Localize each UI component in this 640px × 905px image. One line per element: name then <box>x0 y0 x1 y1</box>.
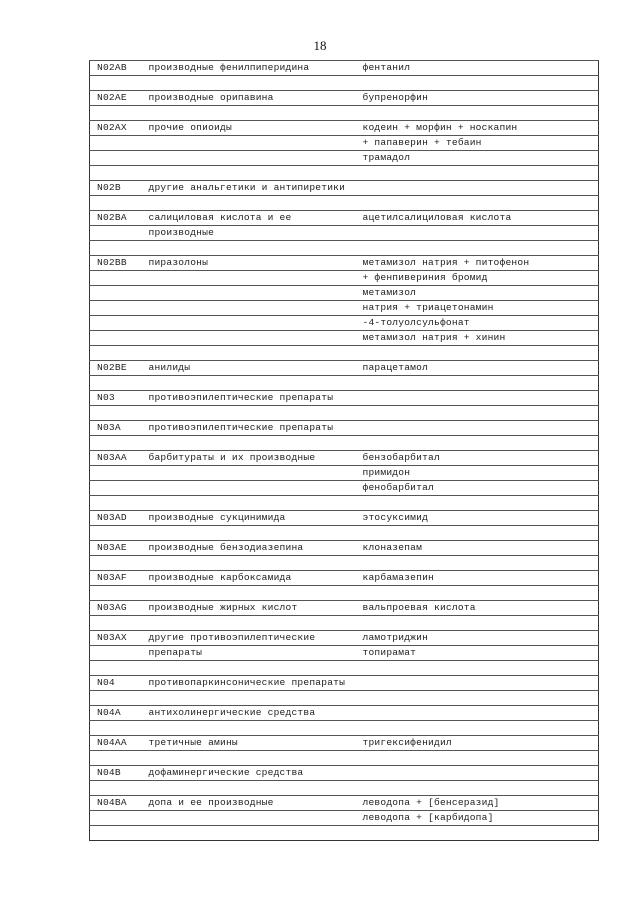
group-description-cell <box>142 136 356 151</box>
table-row <box>90 121 599 136</box>
group-description-cell <box>142 811 356 826</box>
table-row <box>90 391 599 406</box>
drug-name-cell: ламотриджин <box>356 631 599 646</box>
table-row <box>90 676 599 691</box>
table-row <box>90 826 599 841</box>
group-description-cell <box>142 556 356 571</box>
atc-code-cell: N02AB <box>90 61 142 76</box>
table-row <box>90 361 599 376</box>
drug-name-cell: примидон <box>356 466 599 481</box>
table-row <box>90 76 599 91</box>
drug-name-cell <box>356 556 599 571</box>
atc-code-cell: N03AG <box>90 601 142 616</box>
drug-name-cell <box>356 376 599 391</box>
atc-code-cell <box>90 661 142 676</box>
group-description-cell <box>142 406 356 421</box>
group-description-cell <box>142 781 356 796</box>
group-description-cell <box>142 826 356 841</box>
group-description-cell <box>142 346 356 361</box>
atc-code-cell: N02AX <box>90 121 142 136</box>
group-description-cell: дофаминергические средства <box>142 766 356 781</box>
atc-code-cell <box>90 316 142 331</box>
drug-name-cell: + папаверин + тебаин <box>356 136 599 151</box>
drug-name-cell: фенобарбитал <box>356 481 599 496</box>
atc-code-cell <box>90 826 142 841</box>
group-description-cell: пиразолоны <box>142 256 356 271</box>
drug-name-cell <box>356 676 599 691</box>
group-description-cell: другие противоэпилептические <box>142 631 356 646</box>
table-row <box>90 646 599 661</box>
table-row <box>90 631 599 646</box>
atc-code-cell <box>90 301 142 316</box>
atc-code-cell: N03 <box>90 391 142 406</box>
table-row <box>90 571 599 586</box>
table-row <box>90 601 599 616</box>
drug-name-cell <box>356 826 599 841</box>
atc-code-cell <box>90 616 142 631</box>
table-row <box>90 781 599 796</box>
group-description-cell: салициловая кислота и ее <box>142 211 356 226</box>
atc-code-cell <box>90 136 142 151</box>
group-description-cell: допа и ее производные <box>142 796 356 811</box>
atc-code-cell <box>90 586 142 601</box>
atc-code-cell <box>90 526 142 541</box>
atc-code-cell: N02BB <box>90 256 142 271</box>
drug-name-cell <box>356 196 599 211</box>
group-description-cell: производные сукцинимида <box>142 511 356 526</box>
group-description-cell <box>142 376 356 391</box>
group-description-cell: производные орипавина <box>142 91 356 106</box>
group-description-cell <box>142 586 356 601</box>
group-description-cell <box>142 721 356 736</box>
table-row <box>90 526 599 541</box>
table-row <box>90 226 599 241</box>
group-description-cell <box>142 526 356 541</box>
atc-code-cell <box>90 346 142 361</box>
drug-name-cell: ацетилсалициловая кислота <box>356 211 599 226</box>
drug-name-cell <box>356 181 599 196</box>
group-description-cell <box>142 316 356 331</box>
group-description-cell <box>142 271 356 286</box>
page-number: 18 <box>313 38 327 53</box>
group-description-cell: производные жирных кислот <box>142 601 356 616</box>
drug-name-cell <box>356 421 599 436</box>
atc-code-cell <box>90 556 142 571</box>
atc-code-cell: N03AX <box>90 631 142 646</box>
atc-code-cell <box>90 811 142 826</box>
atc-code-cell <box>90 721 142 736</box>
drug-name-cell: тригексифенидил <box>356 736 599 751</box>
drug-name-cell: леводопа + [бенсеразид] <box>356 796 599 811</box>
table-row <box>90 736 599 751</box>
table-row <box>90 721 599 736</box>
drug-name-cell <box>356 241 599 256</box>
table-row <box>90 481 599 496</box>
group-description-cell <box>142 436 356 451</box>
group-description-cell: противоэпилептические препараты <box>142 421 356 436</box>
table-row <box>90 106 599 121</box>
atc-code-cell <box>90 151 142 166</box>
table-row <box>90 466 599 481</box>
drug-name-cell: бупренорфин <box>356 91 599 106</box>
atc-code-cell <box>90 286 142 301</box>
table-row <box>90 91 599 106</box>
drug-name-cell: метамизол <box>356 286 599 301</box>
drug-name-cell <box>356 751 599 766</box>
atc-code-cell <box>90 226 142 241</box>
atc-code-cell: N04B <box>90 766 142 781</box>
atc-code-cell <box>90 646 142 661</box>
atc-code-cell <box>90 481 142 496</box>
drug-name-cell <box>356 661 599 676</box>
atc-code-cell: N03AE <box>90 541 142 556</box>
table-row <box>90 766 599 781</box>
group-description-cell: препараты <box>142 646 356 661</box>
group-description-cell <box>142 166 356 181</box>
group-description-cell: противоэпилептические препараты <box>142 391 356 406</box>
drug-name-cell <box>356 721 599 736</box>
table-row <box>90 616 599 631</box>
table-row <box>90 286 599 301</box>
drug-name-cell <box>356 391 599 406</box>
drug-name-cell: фентанил <box>356 61 599 76</box>
atc-code-cell <box>90 106 142 121</box>
drug-name-cell: клоназепам <box>356 541 599 556</box>
group-description-cell <box>142 286 356 301</box>
atc-code-cell: N04AA <box>90 736 142 751</box>
atc-code-cell <box>90 166 142 181</box>
group-description-cell: противопаркинсонические препараты <box>142 676 356 691</box>
atc-code-cell <box>90 466 142 481</box>
drug-name-cell <box>356 616 599 631</box>
table-row <box>90 691 599 706</box>
atc-code-cell: N02BA <box>90 211 142 226</box>
atc-drug-table <box>89 60 599 841</box>
atc-code-cell: N02B <box>90 181 142 196</box>
group-description-cell: производные <box>142 226 356 241</box>
group-description-cell <box>142 481 356 496</box>
atc-table-body <box>90 61 599 841</box>
table-row <box>90 541 599 556</box>
group-description-cell <box>142 661 356 676</box>
table-row <box>90 301 599 316</box>
table-row <box>90 586 599 601</box>
drug-name-cell <box>356 106 599 121</box>
table-row <box>90 241 599 256</box>
group-description-cell <box>142 301 356 316</box>
atc-code-cell: N04 <box>90 676 142 691</box>
table-row <box>90 811 599 826</box>
drug-name-cell <box>356 76 599 91</box>
group-description-cell: третичные амины <box>142 736 356 751</box>
group-description-cell: барбитураты и их производные <box>142 451 356 466</box>
drug-name-cell: вальпроевая кислота <box>356 601 599 616</box>
atc-code-cell <box>90 751 142 766</box>
table-row <box>90 136 599 151</box>
drug-name-cell: -4-толуолсульфонат <box>356 316 599 331</box>
table-row <box>90 406 599 421</box>
atc-code-cell <box>90 196 142 211</box>
drug-name-cell <box>356 781 599 796</box>
atc-code-cell <box>90 436 142 451</box>
drug-name-cell: натрия + триацетонамин <box>356 301 599 316</box>
drug-name-cell: + фенпивериния бромид <box>356 271 599 286</box>
atc-code-cell <box>90 406 142 421</box>
drug-name-cell: бензобарбитал <box>356 451 599 466</box>
table-row <box>90 271 599 286</box>
atc-code-cell <box>90 241 142 256</box>
table-row <box>90 346 599 361</box>
group-description-cell <box>142 76 356 91</box>
atc-code-cell: N02BE <box>90 361 142 376</box>
group-description-cell <box>142 466 356 481</box>
table-row <box>90 166 599 181</box>
atc-code-cell <box>90 496 142 511</box>
group-description-cell <box>142 691 356 706</box>
group-description-cell: анилиды <box>142 361 356 376</box>
table-row <box>90 331 599 346</box>
drug-name-cell: трамадол <box>356 151 599 166</box>
drug-name-cell: метамизол натрия + питофенон <box>356 256 599 271</box>
group-description-cell <box>142 106 356 121</box>
drug-name-cell <box>356 226 599 241</box>
drug-name-cell <box>356 436 599 451</box>
table-row <box>90 706 599 721</box>
drug-name-cell: этосуксимид <box>356 511 599 526</box>
group-description-cell <box>142 331 356 346</box>
group-description-cell: прочие опиоиды <box>142 121 356 136</box>
atc-code-cell <box>90 376 142 391</box>
table-row <box>90 211 599 226</box>
atc-code-cell <box>90 271 142 286</box>
atc-code-cell <box>90 781 142 796</box>
drug-name-cell: топирамат <box>356 646 599 661</box>
atc-code-cell <box>90 76 142 91</box>
group-description-cell: производные фенилпиперидина <box>142 61 356 76</box>
drug-name-cell <box>356 526 599 541</box>
table-row <box>90 196 599 211</box>
drug-name-cell <box>356 691 599 706</box>
atc-code-cell: N02AE <box>90 91 142 106</box>
atc-code-cell: N03AF <box>90 571 142 586</box>
table-row <box>90 661 599 676</box>
drug-name-cell <box>356 766 599 781</box>
drug-name-cell <box>356 406 599 421</box>
table-row <box>90 181 599 196</box>
table-row <box>90 436 599 451</box>
drug-name-cell <box>356 346 599 361</box>
table-row <box>90 316 599 331</box>
table-row <box>90 61 599 76</box>
atc-code-cell: N03AD <box>90 511 142 526</box>
atc-code-cell <box>90 691 142 706</box>
atc-code-cell <box>90 331 142 346</box>
table-row <box>90 751 599 766</box>
table-row <box>90 556 599 571</box>
table-row <box>90 496 599 511</box>
drug-name-cell: метамизол натрия + хинин <box>356 331 599 346</box>
drug-name-cell: карбамазепин <box>356 571 599 586</box>
drug-name-cell: леводопа + [карбидопа] <box>356 811 599 826</box>
group-description-cell <box>142 196 356 211</box>
group-description-cell: другие анальгетики и антипиретики <box>142 181 356 196</box>
atc-code-cell: N04A <box>90 706 142 721</box>
table-row <box>90 511 599 526</box>
group-description-cell <box>142 241 356 256</box>
group-description-cell <box>142 751 356 766</box>
drug-name-cell <box>356 706 599 721</box>
group-description-cell: производные карбоксамида <box>142 571 356 586</box>
group-description-cell <box>142 496 356 511</box>
table-row <box>90 796 599 811</box>
table-row <box>90 421 599 436</box>
drug-name-cell <box>356 166 599 181</box>
drug-name-cell <box>356 496 599 511</box>
table-row <box>90 451 599 466</box>
group-description-cell <box>142 151 356 166</box>
group-description-cell: антихолинергические средства <box>142 706 356 721</box>
drug-name-cell <box>356 586 599 601</box>
atc-code-cell: N03A <box>90 421 142 436</box>
table-row <box>90 376 599 391</box>
drug-name-cell: кодеин + морфин + носкапин <box>356 121 599 136</box>
table-row <box>90 151 599 166</box>
table-row <box>90 256 599 271</box>
atc-code-cell: N04BA <box>90 796 142 811</box>
atc-code-cell: N03AA <box>90 451 142 466</box>
drug-name-cell: парацетамол <box>356 361 599 376</box>
group-description-cell: производные бензодиазепина <box>142 541 356 556</box>
group-description-cell <box>142 616 356 631</box>
